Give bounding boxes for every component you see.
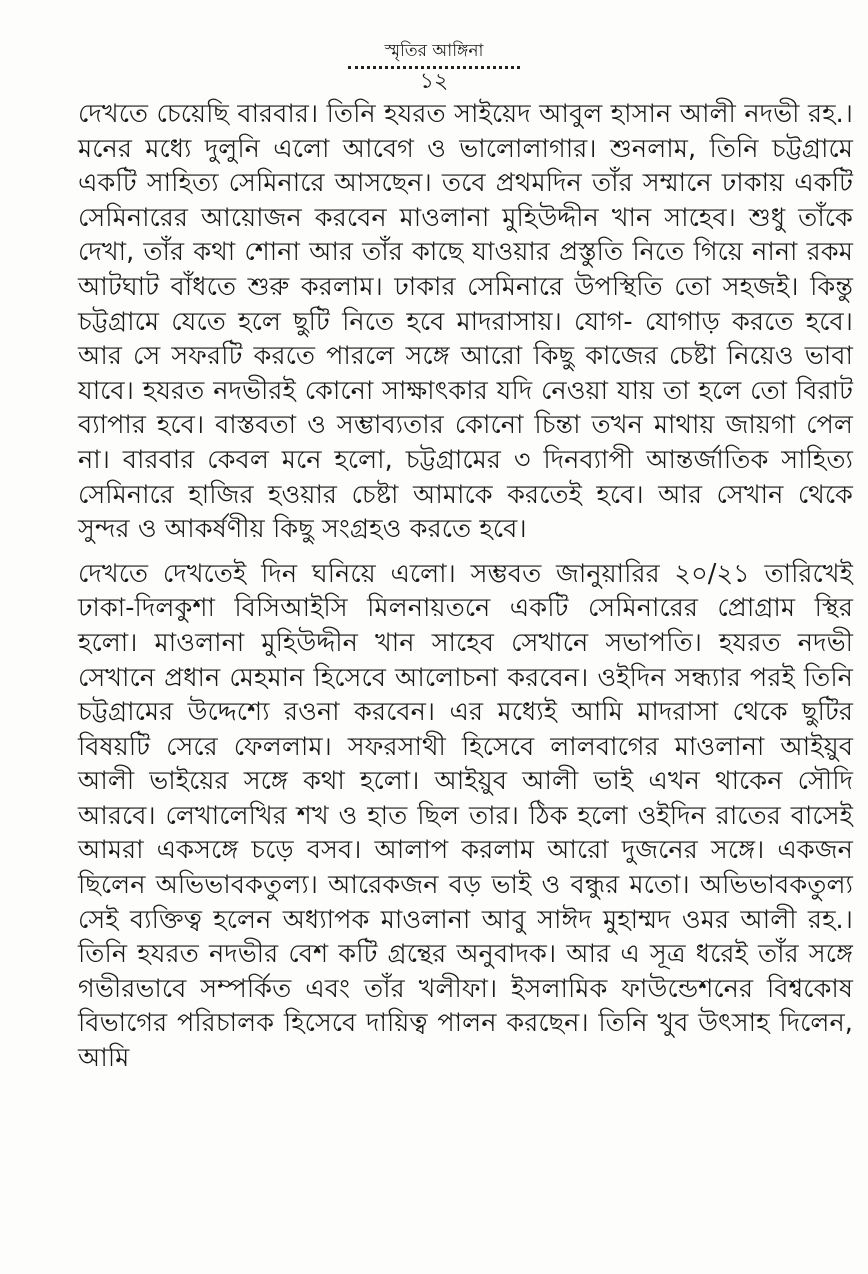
paragraph-2: দেখতে দেখতেই দিন ঘনিয়ে এলো। সম্ভবত জানুয়ারির ২০/২১ তারিখেই ঢাকা-দিলকুশা বিসিআইসি মিলনায়তনে একটি সেমিনারের প্রোগ্রাম স্থির হলো। মাওলানা মুহিউদ্দীন খান সাহেব সেখানে সভাপতি। হযরত নদভী সেখানে প্রধান মেহমান হিসেবে আলোচনা করবেন। ওইদিন সন্ধ্যার পরই তিনি চট্টগ্রামের উদ্দেশ্যে রওনা করবেন। এর মধ্যেই আমি মাদরাসা থেকে ছুটির বিষয়টি সেরে ফেললাম। সফরসাথী হিসেবে লালবাগের মাওলানা আইয়ুব আলী ভাইয়ের সঙ্গে কথা হলো। আইয়ুব আলী ভাই এখন থাকেন সৌদি আরবে। লেখালেখির শখ ও হাত ছিল তার। ঠিক হলো ওইদিন রাতের বাসেই আমরা একসঙ্গে চড়ে বসব। আলাপ করলাম আরো দুজনের সঙ্গে। একজন ছিলেন অভিভাবকতুল্য। আরেকজন বড় ভাই ও বন্ধুর মতো। অভিভাবকতুল্য সেই ব্যক্তিত্ব হলেন অধ্যাপক মাওলানা আবু সাঈদ মুহাম্মদ ওমর আলী রহ.। তিনি হযরত নদভীর বেশ কটি গ্রন্থের অনুবাদক। আর এ সূত্র ধরেই তাঁর সঙ্গে গভীরভাবে সম্পর্কিত এবং তাঁর খলীফা। ইসলামিক ফাউন্ডেশনের বিশ্বকোষ বিভাগের পরিচালক হিসেবে দায়িত্ব পালন করছেন। তিনি খুব উৎসাহ দিলেন, আমি [78,558,853,1074]
page-number: ১২ [419,69,449,94]
body-text [78,97,853,1076]
paragraph-1: দেখতে চেয়েছি বারবার। তিনি হযরত সাইয়েদ আবুল হাসান আলী নদভী রহ.। মনের মধ্যে দুলুনি এলো আবেগ ও ভালোলাগার। শুনলাম, তিনি চট্টগ্রামে একটি সাহিত্য সেমিনারে আসছেন। তবে প্রথমদিন তাঁর সম্মানে ঢাকায় একটি সেমিনারের আয়োজন করবেন মাওলানা মুহিউদ্দীন খান সাহেব। শুধু তাঁকে দেখা, তাঁর কথা শোনা আর তাঁর কাছে যাওয়ার প্রস্তুতি নিতে গিয়ে নানা রকম আটঘাট বাঁধতে শুরু করলাম। ঢাকার সেমিনারে উপস্থিতি তো সহজই। কিন্তু চট্টগ্রামে যেতে হলে ছুটি নিতে হবে মাদরাসায়। যোগ- যোগাড় করতে হবে। আর সে সফরটি করতে পারলে সঙ্গে আরো কিছু কাজের চেষ্টা নিয়েও ভাবা যাবে। হযরত নদভীরই কোনো সাক্ষাৎকার যদি নেওয়া যায় তা হলে তো বিরাট ব্যাপার হবে। বাস্তবতা ও সম্ভাব্যতার কোনো চিন্তা তখন মাথায় জায়গা পেল না। বারবার কেবল মনে হলো, চট্টগ্রামের ৩ দিনব্যাপী আন্তর্জাতিক সাহিত্য সেমিনারে হাজির হওয়ার চেষ্টা আমাকে করতেই হবে। আর সেখান থেকে সুন্দর ও আকর্ষণীয় কিছু সংগ্রহও করতে হবে। [78,99,853,545]
running-title: স্মৃতির আঙ্গিনা [384,41,484,61]
page-header [0,40,868,95]
